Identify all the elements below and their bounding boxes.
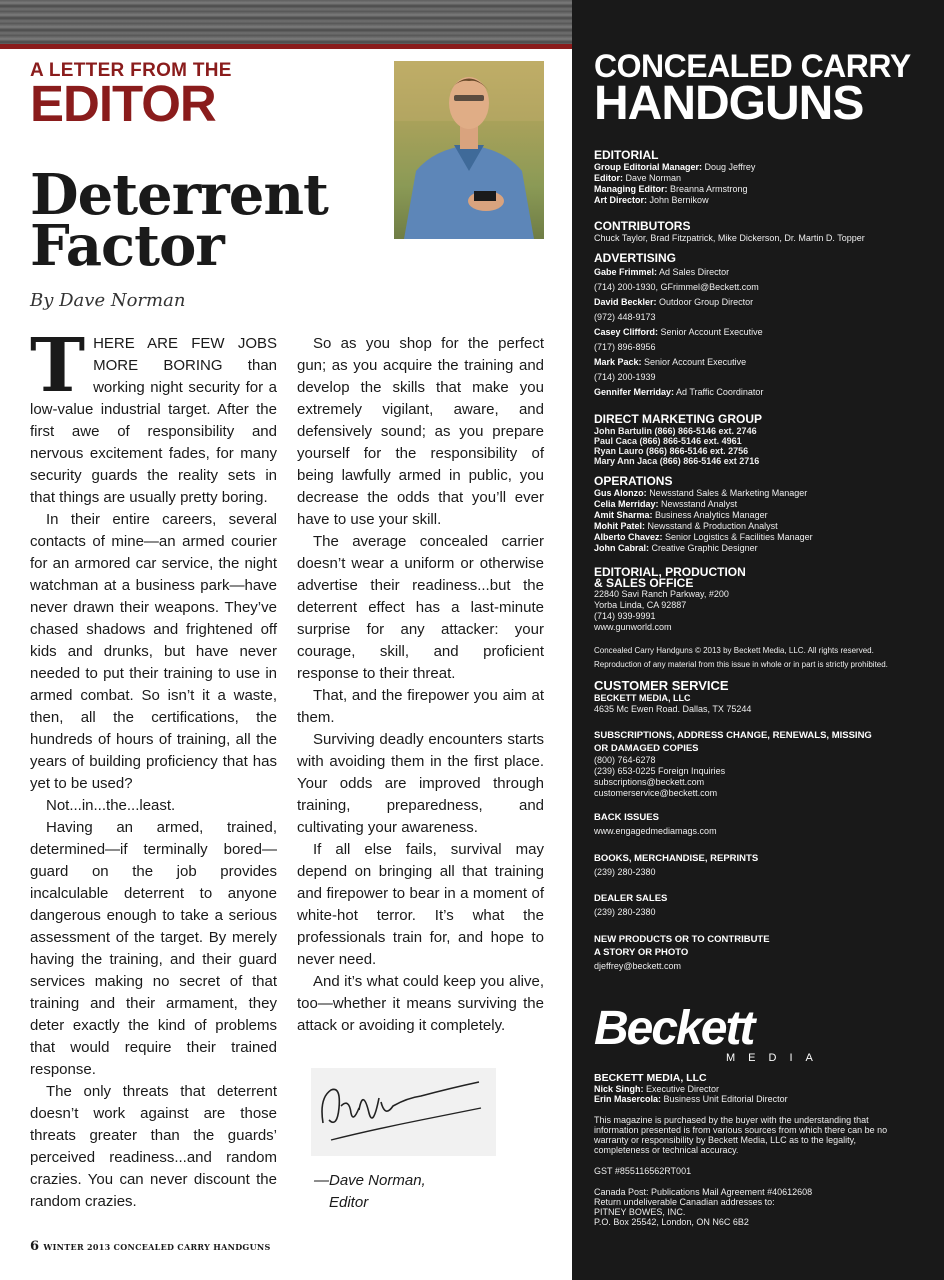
signature-image <box>311 1068 496 1156</box>
block-heading: CONTRIBUTORS <box>594 219 691 233</box>
contact-line: (239) 280-2380 <box>594 867 656 877</box>
footer-text: WINTER 2013 CONCEALED CARRY HANDGUNS <box>43 1242 271 1252</box>
logo-subtitle: MEDIA <box>726 1052 826 1064</box>
canada-post-block <box>594 1187 934 1227</box>
masthead-line-1: CONCEALED CARRY <box>594 48 911 84</box>
contributors-block <box>594 220 934 244</box>
books-block <box>594 852 934 880</box>
block-heading: EDITORIAL, PRODUCTION <box>594 565 746 579</box>
paragraph-text: HERE ARE FEW JOBS MORE BORING than working night security for a low-value industrial target. After the first awe of responsibility and nervous excitement fades, for many security guards the reality sets in that things are usually pretty boring. <box>30 335 277 506</box>
canada-line: P.O. Box 25542, London, ON N6C 6B2 <box>594 1217 749 1227</box>
header-accent-rule <box>0 44 572 49</box>
headline-line-2: Factor <box>30 213 224 279</box>
block-heading: NEW PRODUCTS OR TO CONTRIBUTE <box>594 934 770 945</box>
ad-row: (972) 448-9173 <box>594 312 656 322</box>
operations-block <box>594 475 934 554</box>
office-block <box>594 567 934 633</box>
headline-line-1: Deterrent <box>30 162 328 228</box>
address-line: Yorba Linda, CA 92887 <box>594 600 687 610</box>
subscriptions-block <box>594 729 934 799</box>
block-heading: EDITORIAL <box>594 148 659 162</box>
contact-line: (239) 653-0225 Foreign Inquiries <box>594 766 726 776</box>
staff-row: Alberto Chavez: Senior Logistics & Facilities Manager <box>594 532 813 542</box>
advertising-block <box>594 252 934 400</box>
contact-line: Ryan Lauro (866) 866-5146 ext. 2756 <box>594 446 749 456</box>
block-heading: DEALER SALES <box>594 893 668 904</box>
paragraph: Having an armed, trained, determined—if terminally bored—guard on the job provides incalculable deterrent to anyone dangerous enough to take a serious assessment of the target. By merely having the training, and their guard services making no secret of that training and their armament, they deter exactly the kind of problems that would require their trained response. <box>30 819 277 1078</box>
ad-row: (717) 896-8956 <box>594 342 656 352</box>
masthead-logo <box>594 50 911 128</box>
ad-row: David Beckler: Outdoor Group Director <box>594 297 754 307</box>
address-line: 22840 Savi Ranch Parkway, #200 <box>594 589 729 599</box>
paragraph <box>30 323 277 509</box>
masthead-sidebar <box>572 0 944 1280</box>
contact-line: www.engagedmediamags.com <box>594 826 717 836</box>
staff-row: Mohit Patel: Newsstand & Production Analyst <box>594 521 778 531</box>
copyright-line: Reproduction of any material from this issue in whole or in part is strictly prohibited. <box>594 660 888 669</box>
paragraph: The only threats that deterrent doesn’t work against are those threats greater than the guards’ perceived readiness...and random crazies. You can never discount the random crazies. <box>30 1083 277 1210</box>
address-line: (714) 939-9991 <box>594 611 656 621</box>
block-heading: & SALES OFFICE <box>594 576 694 590</box>
address-line: www.gunworld.com <box>594 622 672 632</box>
dealer-block <box>594 892 934 920</box>
block-heading: BECKETT MEDIA, LLC <box>594 1072 707 1084</box>
beckett-media-logo <box>594 1002 826 1064</box>
staff-row: Gus Alonzo: Newsstand Sales & Marketing Manager <box>594 488 808 498</box>
direct-marketing-block <box>594 413 934 466</box>
ad-row: (714) 200-1939 <box>594 372 656 382</box>
beckett-block <box>594 1072 934 1104</box>
contact-line: subscriptions@beckett.com <box>594 777 705 787</box>
address-line: 4635 Mc Ewen Road. Dallas, TX 75244 <box>594 704 752 714</box>
paragraph: And it’s what could keep you alive, too—whether it means surviving the attack or avoiding it completely. <box>297 973 544 1034</box>
disclaimer: This magazine is purchased by the buyer with the understanding that information presented is from various sources from which there can be no warranty or responsibility by Beckett Media, LLC as to the legality, completeness or technical accuracy. <box>594 1115 888 1155</box>
ad-row: Gabe Frimmel: Ad Sales Director <box>594 267 730 277</box>
paragraph: Surviving deadly encounters starts with avoiding them in the first place. Your odds are improved through training, preparedness, and cultivating your awareness. <box>297 731 544 836</box>
block-heading: BOOKS, MERCHANDISE, REPRINTS <box>594 853 759 864</box>
masthead-line-2: HANDGUNS <box>594 77 864 130</box>
block-heading: A STORY OR PHOTO <box>594 947 689 958</box>
block-heading: ADVERTISING <box>594 251 677 265</box>
article-column-2 <box>297 333 544 1037</box>
section-title: EDITOR <box>30 75 216 132</box>
new-products-block <box>594 933 934 974</box>
contact-line: Mary Ann Jaca (866) 866-5146 ext 2716 <box>594 456 760 466</box>
staff-row: Editor: Dave Norman <box>594 173 682 183</box>
article-column-1 <box>30 323 277 1213</box>
canada-line: Return undeliverable Canadian addresses to: <box>594 1197 775 1207</box>
contact-line: John Bartulin (866) 866-5146 ext. 2746 <box>594 426 757 436</box>
staff-row: Art Director: John Bernikow <box>594 195 709 205</box>
block-heading: OPERATIONS <box>594 474 673 488</box>
back-issues-block <box>594 811 934 839</box>
editorial-block <box>594 149 934 206</box>
ad-row: (714) 200-1930, GFrimmel@Beckett.com <box>594 282 759 292</box>
gst-number: GST #855116562RT001 <box>594 1166 692 1176</box>
staff-row: Nick Singh: Executive Director <box>594 1084 720 1094</box>
article-headline <box>30 162 328 279</box>
contact-line: customerservice@beckett.com <box>594 788 718 798</box>
copyright-line: Concealed Carry Handguns © 2013 by Beckett Media, LLC. All rights reserved. <box>594 646 874 655</box>
staff-row: Celia Merriday: Newsstand Analyst <box>594 499 738 509</box>
paragraph: In their entire careers, several contacts of mine—an armed courier for an armored car service, the night watchman at a business park—have never drawn their weapons. They’ve chased shadows and frightened off kids and drunks, but have never needed to put their training to use in armed combat. So isn’t it a waste, then, all the certifications, the hundreds of hours of training, all the years of building proficiency that has yet to be used? <box>30 511 277 792</box>
ad-row: Casey Clifford: Senior Account Executive <box>594 327 763 337</box>
block-heading: SUBSCRIPTIONS, ADDRESS CHANGE, RENEWALS, MISSING <box>594 730 872 741</box>
block-heading: CUSTOMER SERVICE <box>594 678 729 693</box>
signoff-title: Editor <box>329 1194 369 1211</box>
contact-line: Paul Caca (866) 866-5146 ext. 4961 <box>594 436 742 446</box>
page-footer <box>30 1239 271 1254</box>
copyright-block <box>594 644 934 672</box>
page-number: 6 <box>30 1239 40 1254</box>
staff-row: Erin Masercola: Business Unit Editorial Director <box>594 1094 788 1104</box>
staff-row: Group Editorial Manager: Doug Jeffrey <box>594 162 756 172</box>
paragraph: So as you shop for the perfect gun; as you acquire the training and develop the skills that make you extremely vigilant, aware, and defensively sound; as you prepare yourself for the responsibility of being lawfully armed in public, you decrease the odds that you’ll ever have to use your skill. <box>297 335 544 528</box>
editor-photo <box>394 61 544 239</box>
block-heading: BACK ISSUES <box>594 812 659 823</box>
byline: By Dave Norman <box>30 290 186 311</box>
paragraph: If all else fails, survival may depend on bringing all that training and firepower to bear in a moment of white-hot terror. It’s what the professionals train for, and hope to never need. <box>297 841 544 968</box>
ad-row: Mark Pack: Senior Account Executive <box>594 357 747 367</box>
section-kicker: A LETTER FROM THE <box>30 60 232 81</box>
contact-line: djeffrey@beckett.com <box>594 961 682 971</box>
signoff-name: —Dave Norman, <box>314 1172 426 1189</box>
ad-row: Gennifer Merriday: Ad Traffic Coordinator <box>594 387 764 397</box>
paragraph: The average concealed carrier doesn’t wear a uniform or otherwise advertise their readiness...but the deterrent effect has a last-minute surprise for any attacker: your courage, skill, and proficient response to their threat. <box>297 533 544 682</box>
block-heading: DIRECT MARKETING GROUP <box>594 412 762 426</box>
staff-row: Amit Sharma: Business Analytics Manager <box>594 510 768 520</box>
signoff <box>314 1170 426 1214</box>
contact-line: (800) 764-6278 <box>594 755 656 765</box>
contact-line: (239) 280-2380 <box>594 907 656 917</box>
block-heading: OR DAMAGED COPIES <box>594 743 699 754</box>
customer-service-block <box>594 678 934 715</box>
drop-cap: T <box>30 323 86 409</box>
canada-line: PITNEY BOWES, INC. <box>594 1207 686 1217</box>
canada-line: Canada Post: Publications Mail Agreement #40612608 <box>594 1187 813 1197</box>
contributors-list: Chuck Taylor, Brad Fitzpatrick, Mike Dickerson, Dr. Martin D. Topper <box>594 233 865 243</box>
staff-row: Managing Editor: Breanna Armstrong <box>594 184 748 194</box>
logo-wordmark: Beckett <box>594 1002 754 1055</box>
staff-row: John Cabral: Creative Graphic Designer <box>594 543 758 553</box>
company-name: BECKETT MEDIA, LLC <box>594 693 691 703</box>
header-texture-bar <box>0 0 572 48</box>
paragraph: Not...in...the...least. <box>46 797 176 814</box>
paragraph: That, and the firepower you aim at them. <box>297 687 544 726</box>
